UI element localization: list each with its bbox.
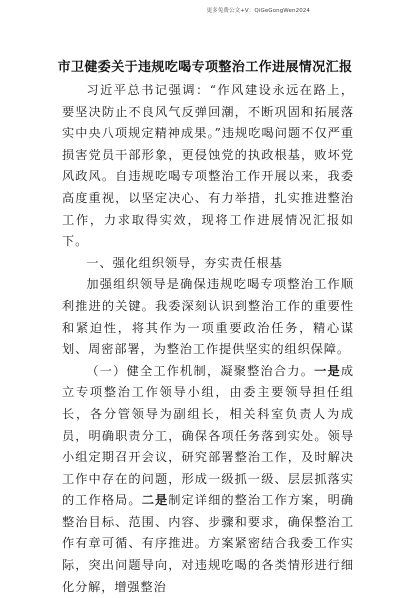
- document-body: [62, 80, 354, 598]
- point-lead-1: 一是: [314, 363, 341, 378]
- point-text-2: 制定详细的整治工作方案，明确整治目标、范围、内容、步骤和要求，确保整治工作有章可循、有序推进。方案紧密结合我委工作实际，突出问题导向，对违规吃喝的各类情形进行细化分解，增强整治: [62, 493, 354, 594]
- watermark-text: 更多免费公文+V：QiGeGongWen2024: [206, 8, 310, 14]
- point-text-1: 成立专项整治工作领导小组，由委主要领导担任组长，各分管领导为副组长，相关科室负责人为成员，明确职责分工，确保各项任务落到实处。领导小组定期召开会议，研究部署整治工作，及时解决工作中存在的问题，形成一级抓一级、层层抓落实的工作格局。: [62, 363, 354, 508]
- paragraph-subsection-1: [62, 361, 354, 598]
- subsection-heading: （一）健全工作机制，凝聚整治合力。: [86, 363, 315, 378]
- section-heading-1: 一、强化组织领导，夯实责任根基: [86, 255, 283, 270]
- paragraph-section-1-intro: 加强组织领导是确保违规吃喝专项整治工作顺利推进的关键。我委深刻认识到整治工作的重要性和紧迫性，将其作为一项重要政治任务，精心谋划、周密部署，为整治工作提供坚实的组织保障。: [62, 277, 354, 357]
- point-lead-2: 二是: [141, 493, 169, 508]
- paragraph-intro: 习近平总书记强调：“作风建设永远在路上，要坚决防止不良风气反弹回潮，不断巩固和拓展落实中央八项规定精神成果。”违规吃喝问题不仅严重损害党员干部形象，更侵蚀党的执政根基，败坏党风政风。自违规吃喝专项整治工作开展以来，我委高度重视，以坚定决心、有力举措，扎实推进整治工作，力求取得实效，现将工作进展情况汇报如下。: [62, 83, 354, 249]
- document-title: 市卫健委关于违规吃喝专项整治工作进展情况汇报: [57, 60, 353, 75]
